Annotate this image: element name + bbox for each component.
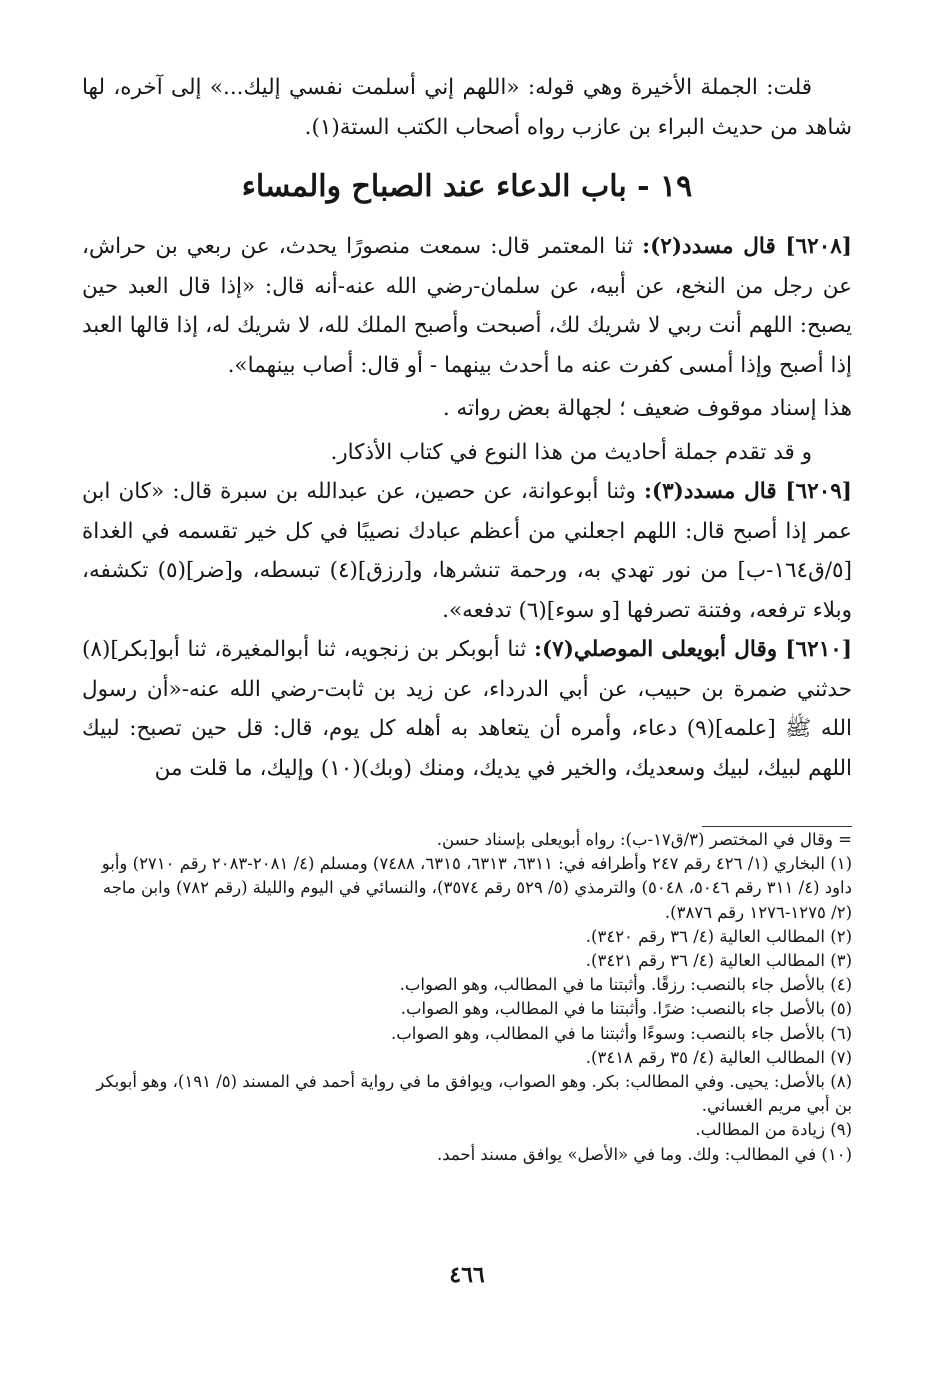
- hadith-6208-lead: [٦٢٠٨] قال مسدد(٢):: [642, 234, 852, 259]
- chapter-title: ١٩ - باب الدعاء عند الصباح والمساء: [241, 169, 693, 204]
- footnote-2: (٢) المطالب العالية (٤/ ٣٦ رقم ٣٤٢٠).: [585, 926, 852, 946]
- hadith-6210-lead: [٦٢١٠] وقال أبويعلى الموصلي(٧):: [534, 637, 852, 662]
- hadith-6210: [82, 630, 852, 788]
- footnote-6: (٦) بالأصل جاء بالنصب: وسوءًا وأثبتنا ما في المطالب، وهو الصواب.: [391, 1023, 852, 1043]
- cross-reference-note: و قد تقدم جملة أحاديث من هذا النوع في كتاب الأذكار.: [330, 439, 812, 465]
- hadith-6208-text: ثنا المعتمر قال: سمعت منصورًا يحدث، عن ربعي بن حراش، عن رجل من النخع، عن أبيه، عن سلمان-رضي الله عنه-أنه قال: «إذا قال العبد حين يصبح: اللهم أنت ربي لا شريك لك، أصبحت وأصبح الملك لله، لا شريك له، إذا قالها العبد إذا أصبح وإذا أمسى كفرت عنه ما أحدث بينهما - أو قال: أصاب بينهما».: [82, 234, 852, 378]
- footnote-4: (٤) بالأصل جاء بالنصب: رزقًا. وأثبتنا ما في المطالب، وهو الصواب.: [399, 975, 852, 995]
- main-text: [82, 68, 852, 788]
- footnote-1: (١) البخاري (١/ ٤٢٦ رقم ٢٤٧ وأطرافه في: ٦٣١١، ٦٣١٣، ٦٣١٥، ٧٤٨٨) ومسلم (٤/ ٢٠٨١-٢٠٨٣ رقم ٢٧١٠) وأبو داود (٤/ ٣١١ رقم ٥٠٤٦، ٥٠٤٨) والترمذي (٥/ ٥٢٩ رقم ٣٥٧٤)، والنسائي في اليوم والليلة (رقم ٧٨٢) وابن ماجه (٢/ ١٢٧٥-١٢٧٦ رقم ٣٨٧٦).: [101, 854, 852, 922]
- hadith-6209: [82, 472, 852, 630]
- hadith-6208: [82, 227, 852, 385]
- footnote-8: (٨) بالأصل: يحيى. وفي المطالب: بكر. وهو الصواب، ويوافق ما في رواية أحمد في المسند (٥/ ١٩١)، وهو أبوبكر بن أبي مريم الغساني.: [96, 1072, 852, 1116]
- intro-paragraph: قلت: الجملة الأخيرة وهي قوله: «اللهم إني أسلمت نفسي إليك...» إلى آخره، لها شاهد من حديث البراء بن عازب رواه أصحاب الكتب الستة(١).: [82, 75, 852, 140]
- footnote-continuation: = وقال في المختصر (٣/ق١٧-ب): رواه أبويعلى بإسناد حسن.: [436, 830, 852, 849]
- hadith-6210-text: ثنا أبوبكر بن زنجويه، ثنا أبوالمغيرة، ثنا أبو[بكر](٨) حدثني ضمرة بن حبيب، عن أبي الدرداء، عن زيد بن ثابت-رضي الله عنه-«أن رسول الله ﷺ [علمه](٩) دعاء، وأمره أن يتعاهد به أهله كل يوم، قال: قل حين تصبح: لبيك اللهم لبيك، لبيك وسعديك، والخير في يديك، ومنك (وبك)(١٠) وإليك، ما قلت من: [82, 637, 852, 781]
- footnote-10: (١٠) في المطالب: ولك. وما في «الأصل» يوافق مسند أحمد.: [436, 1144, 852, 1164]
- grade-statement: هذا إسناد موقوف ضعيف ؛ لجهالة بعض رواته .: [442, 396, 852, 421]
- page-number: ٤٦٦: [449, 1262, 485, 1288]
- footnotes: [82, 828, 852, 1167]
- hadith-6209-lead: [٦٢٠٩] قال مسدد(٣):: [643, 479, 852, 504]
- footnote-divider: [702, 826, 852, 827]
- hadith-6209-text: وثنا أبوعوانة، عن حصين، عن عبدالله بن سبرة قال: «كان ابن عمر إذا أصبح قال: اللهم اجعلني من أعظم عبادك نصيبًا في كل خير تقسمه في الغداة [٥/ق١٦٤-ب] من نور تهدي به، ورحمة تنشرها، و[رزق](٤) تبسطه، و[ضر](٥) تكشفه، وبلاء ترفعه، وفتنة تصرفها [و سوء](٦) تدفعه».: [82, 479, 852, 623]
- footnote-9: (٩) زيادة من المطالب.: [695, 1120, 852, 1140]
- footnote-7: (٧) المطالب العالية (٤/ ٣٥ رقم ٣٤١٨).: [585, 1047, 852, 1067]
- footnote-3: (٣) المطالب العالية (٤/ ٣٦ رقم ٣٤٢١).: [585, 951, 852, 971]
- footnote-5: (٥) بالأصل جاء بالنصب: ضرًا. وأثبتنا ما في المطالب، وهو الصواب.: [400, 999, 852, 1019]
